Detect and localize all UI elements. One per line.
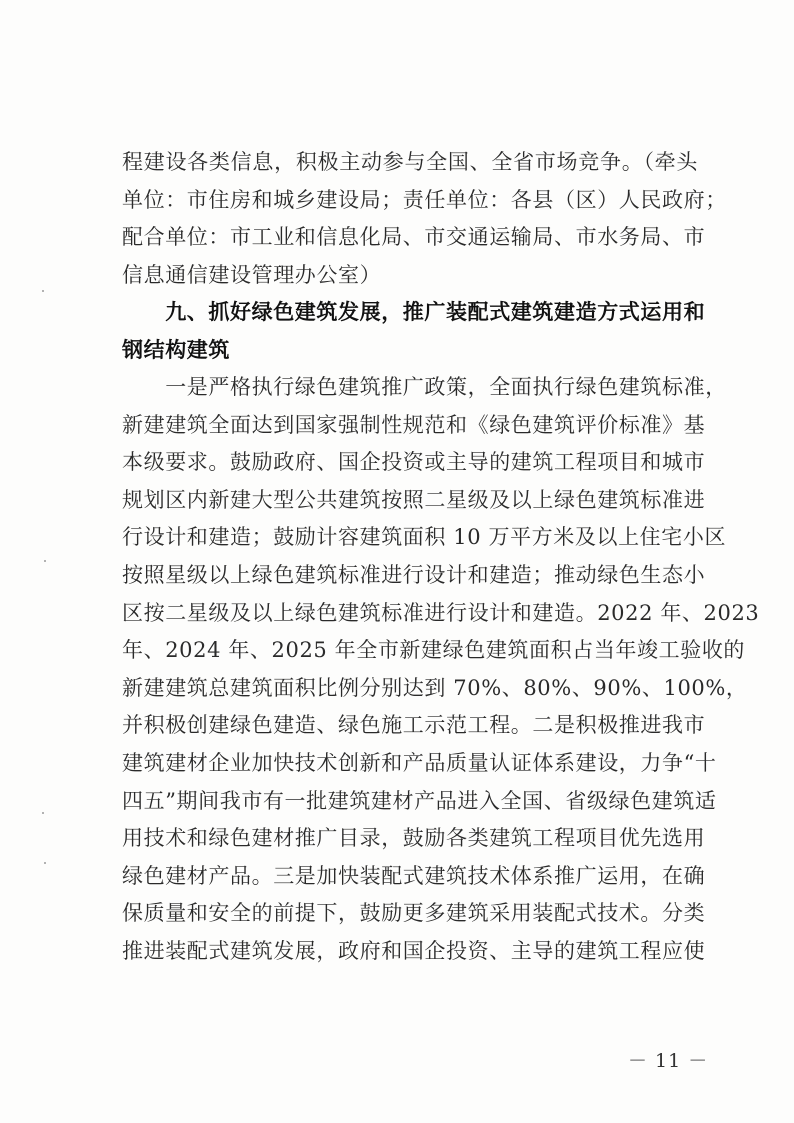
text-line: 建筑建材企业加快技术创新和产品质量认证体系建设，力争“十 [122,750,717,775]
text-line: 本级要求。鼓励政府、国企投资或主导的建筑工程项目和城市 [122,450,706,475]
heading-line: 钢结构建筑 [122,337,230,362]
text-line: 用技术和绿色建材推广目录，鼓励各类建筑工程项目优先选用 [122,826,706,851]
text-line: 规划区内新建大型公共建筑按照二星级及以上绿色建筑标准进 [122,487,706,512]
text-line: 新建建筑总建筑面积比例分别达到 70%、80%、90%、100%， [122,675,748,700]
previous-paragraph [122,144,727,294]
text-line: 并积极创建绿色建造、绿色施工示范工程。二是积极推进我市 [122,713,706,738]
text-line: 保质量和安全的前提下，鼓励更多建筑采用装配式技术。分类 [122,901,706,926]
text-line: 单位：市住房和城乡建设局；责任单位：各县（区）人民政府； [122,187,727,212]
text-line: 年、2024 年、2025 年全市新建绿色建筑面积占当年竣工验收的 [122,638,746,663]
text-line: 程建设各类信息，积极主动参与全国、全省市场竞争。（牵头 [122,150,698,174]
text-line: 按照星级以上绿色建筑标准进行设计和建造；推动绿色生态小 [122,562,706,587]
scan-speck [44,560,46,562]
text-line: 四五”期间我市有一批建筑建材产品进入全国、省级绿色建筑适 [122,788,717,813]
text-line: 绿色建材产品。三是加快装配式建筑技术体系推广运用，在确 [122,863,706,888]
heading-line: 九、抓好绿色建筑发展，推广装配式建筑建造方式运用和 [122,300,706,324]
section-heading [122,294,706,369]
text-line: 行设计和建造；鼓励计容建筑面积 10 万平方米及以上住宅小区 [122,525,727,550]
text-line: 配合单位：市工业和信息化局、市交通运输局、市水务局、市 [122,225,706,250]
scan-speck [42,812,44,814]
text-line: 信息通信建设管理办公室） [122,262,382,287]
page-number: － 11 － [628,1050,709,1072]
body-paragraph [122,369,760,971]
text-line: 推进装配式建筑发展，政府和国企投资、主导的建筑工程应使 [122,938,706,963]
scan-speck [42,290,44,292]
text-line: 一是严格执行绿色建筑推广政策，全面执行绿色建筑标准， [122,375,727,399]
text-line: 区按二星级及以上绿色建筑标准进行设计和建造。2022 年、2023 [122,600,760,625]
scan-speck [44,862,46,864]
text-line: 新建建筑全面达到国家强制性规范和《绿色建筑评价标准》基 [122,412,706,437]
